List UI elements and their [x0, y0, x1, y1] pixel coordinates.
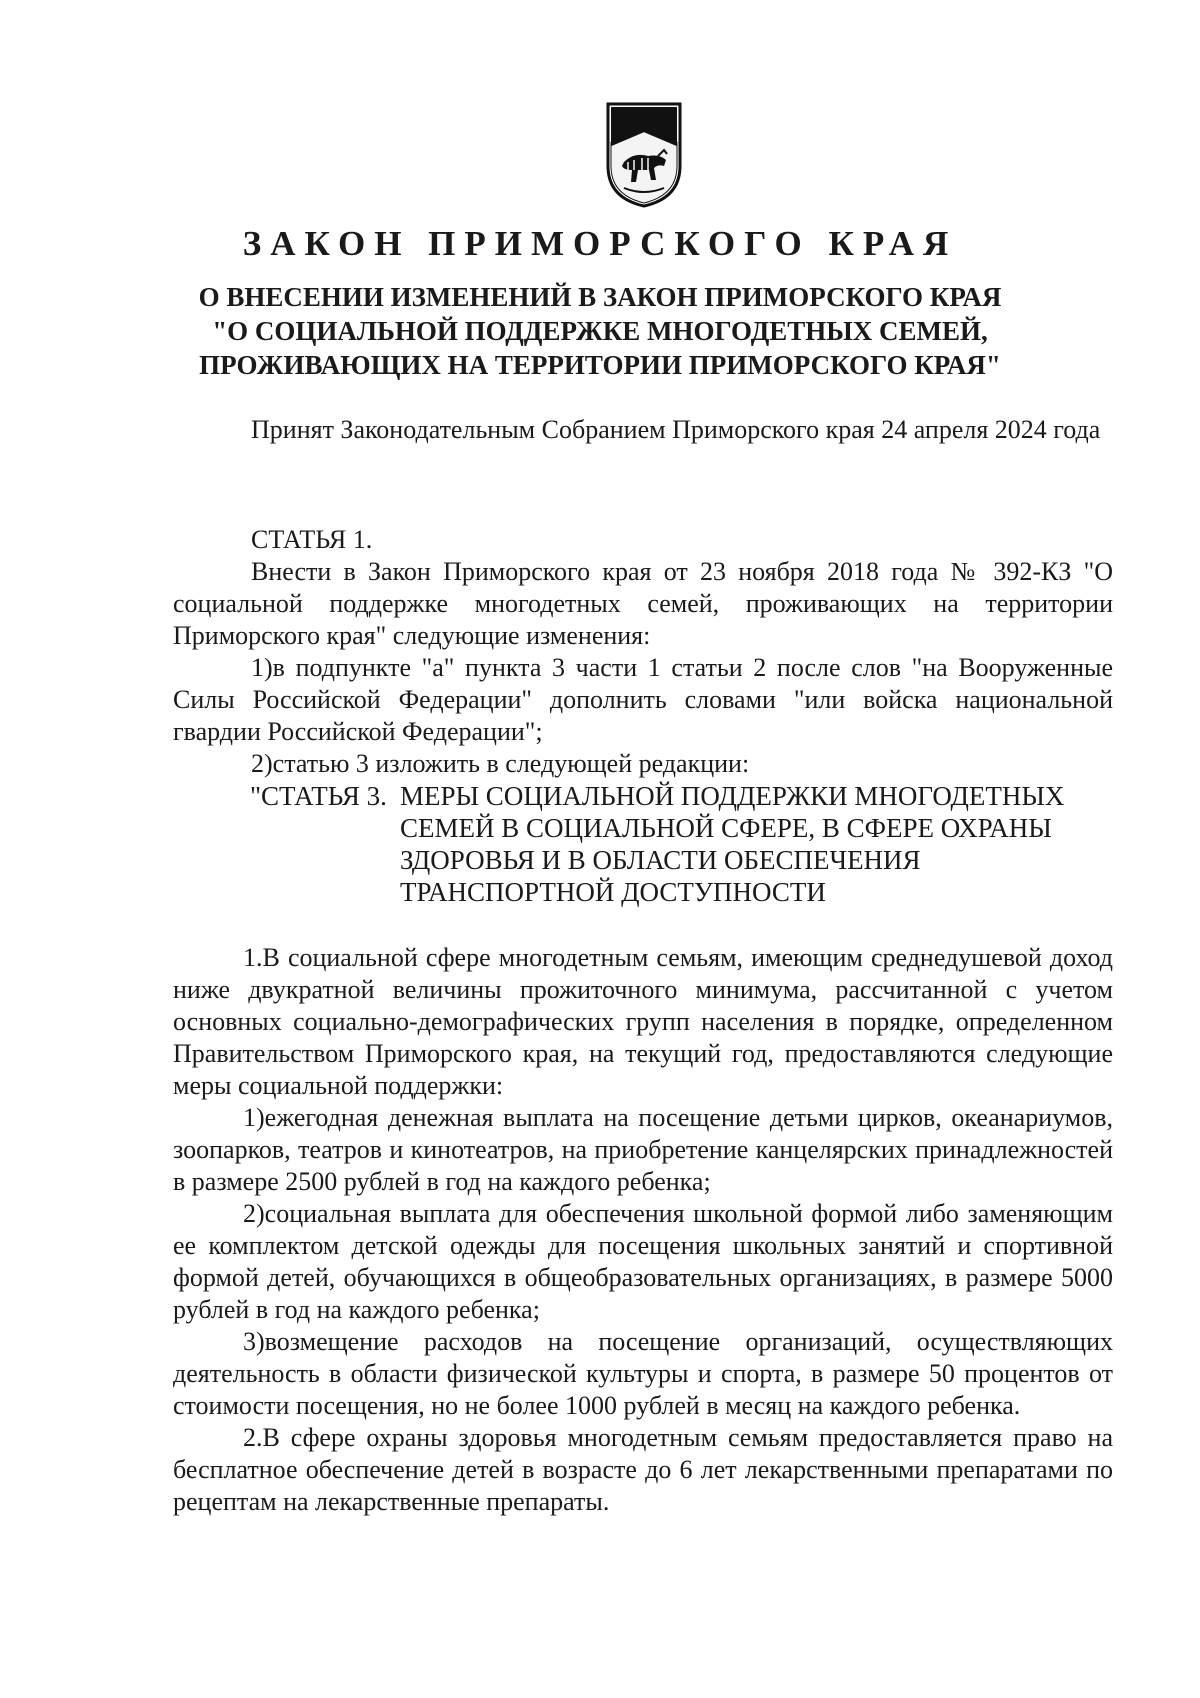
subtitle-line: О ВНЕСЕНИИ ИЗМЕНЕНИЙ В ЗАКОН ПРИМОРСКОГО КРАЯ — [198, 282, 1002, 312]
article-1-item-1: 1)в подпункте "а" пункта 3 части 1 статьи 2 после слов "на Вооруженные Силы Российской Федерации" дополнить словами "или войска национальной гвардии Российской Федерации"; — [173, 653, 1113, 746]
article-3-number: "СТАТЬЯ 3. — [250, 781, 387, 811]
subtitle-line: "О СОЦИАЛЬНОЙ ПОДДЕРЖКЕ МНОГОДЕТНЫХ СЕМЕЙ, — [212, 316, 988, 346]
article-3-heading — [250, 780, 1120, 908]
article-1-heading: СТАТЬЯ 1. — [251, 525, 373, 554]
primorsky-krai-coat-of-arms-icon — [604, 100, 684, 210]
article-3-paragraph-1: 1.В социальной сфере многодетным семьям, имеющим среднедушевой доход ниже двукратной величины прожиточного минимума, рассчитанной с учетом основных социально-демографических групп населения в порядке, определенном Правительством Приморского края, на текущий год, предоставляются следующие меры социальной поддержки: — [173, 943, 1113, 1100]
article-3-subitem-3: 3)возмещение расходов на посещение организаций, осуществляющих деятельность в области физической культуры и спорта, в размере 50 процентов от стоимости посещения, но не более 1000 рублей в месяц на каждого ребенка. — [173, 1327, 1113, 1420]
article-3-subitem-1: 1)ежегодная денежная выплата на посещение детьми цирков, океанариумов, зоопарков, театров и кинотеатров, на приобретение канцелярских принадлежностей в размере 2500 рублей в год на каждого ребенка; — [173, 1103, 1113, 1196]
article-3-title-line: ТРАНСПОРТНОЙ ДОСТУПНОСТИ — [400, 877, 826, 907]
article-3-subitem-2: 2)социальная выплата для обеспечения школьной формой либо заменяющим ее комплектом детской одежды для посещения школьных занятий и спортивной формой детей, обучающихся в общеобразовательных организациях, в размере 5000 рублей в год на каждого ребенка; — [173, 1199, 1113, 1324]
law-subtitle — [130, 280, 1070, 382]
article-3-paragraph-2: 2.В сфере охраны здоровья многодетным семьям предоставляется право на бесплатное обеспечение детей в возрасте до 6 лет лекарственными препаратами по рецептам на лекарственные препараты. — [173, 1423, 1113, 1516]
article-1 — [173, 524, 1113, 780]
article-3-body — [173, 942, 1113, 1518]
law-title: ЗАКОН ПРИМОРСКОГО КРАЯ — [242, 224, 958, 263]
article-3-title-line: ЗДОРОВЬЯ И В ОБЛАСТИ ОБЕСПЕЧЕНИЯ — [400, 845, 921, 875]
article-3-title-line: МЕРЫ СОЦИАЛЬНОЙ ПОДДЕРЖКИ МНОГОДЕТНЫХ — [400, 781, 1065, 811]
article-1-item-2: 2)статью 3 изложить в следующей редакции: — [251, 749, 750, 778]
article-1-intro: Внести в Закон Приморского края от 23 ноября 2018 года № 392-КЗ "О социальной поддержке многодетных семей, проживающих на территории Приморского края" следующие изменения: — [173, 557, 1113, 650]
adoption-note-block — [173, 414, 1113, 446]
adoption-note: Принят Законодательным Собранием Приморского края 24 апреля 2024 года — [251, 415, 1101, 444]
article-3-title-line: СЕМЕЙ В СОЦИАЛЬНОЙ СФЕРЕ, В СФЕРЕ ОХРАНЫ — [400, 813, 1052, 843]
article-3-title — [400, 780, 1110, 908]
subtitle-line: ПРОЖИВАЮЩИХ НА ТЕРРИТОРИИ ПРИМОРСКОГО КРАЯ" — [199, 350, 1001, 380]
